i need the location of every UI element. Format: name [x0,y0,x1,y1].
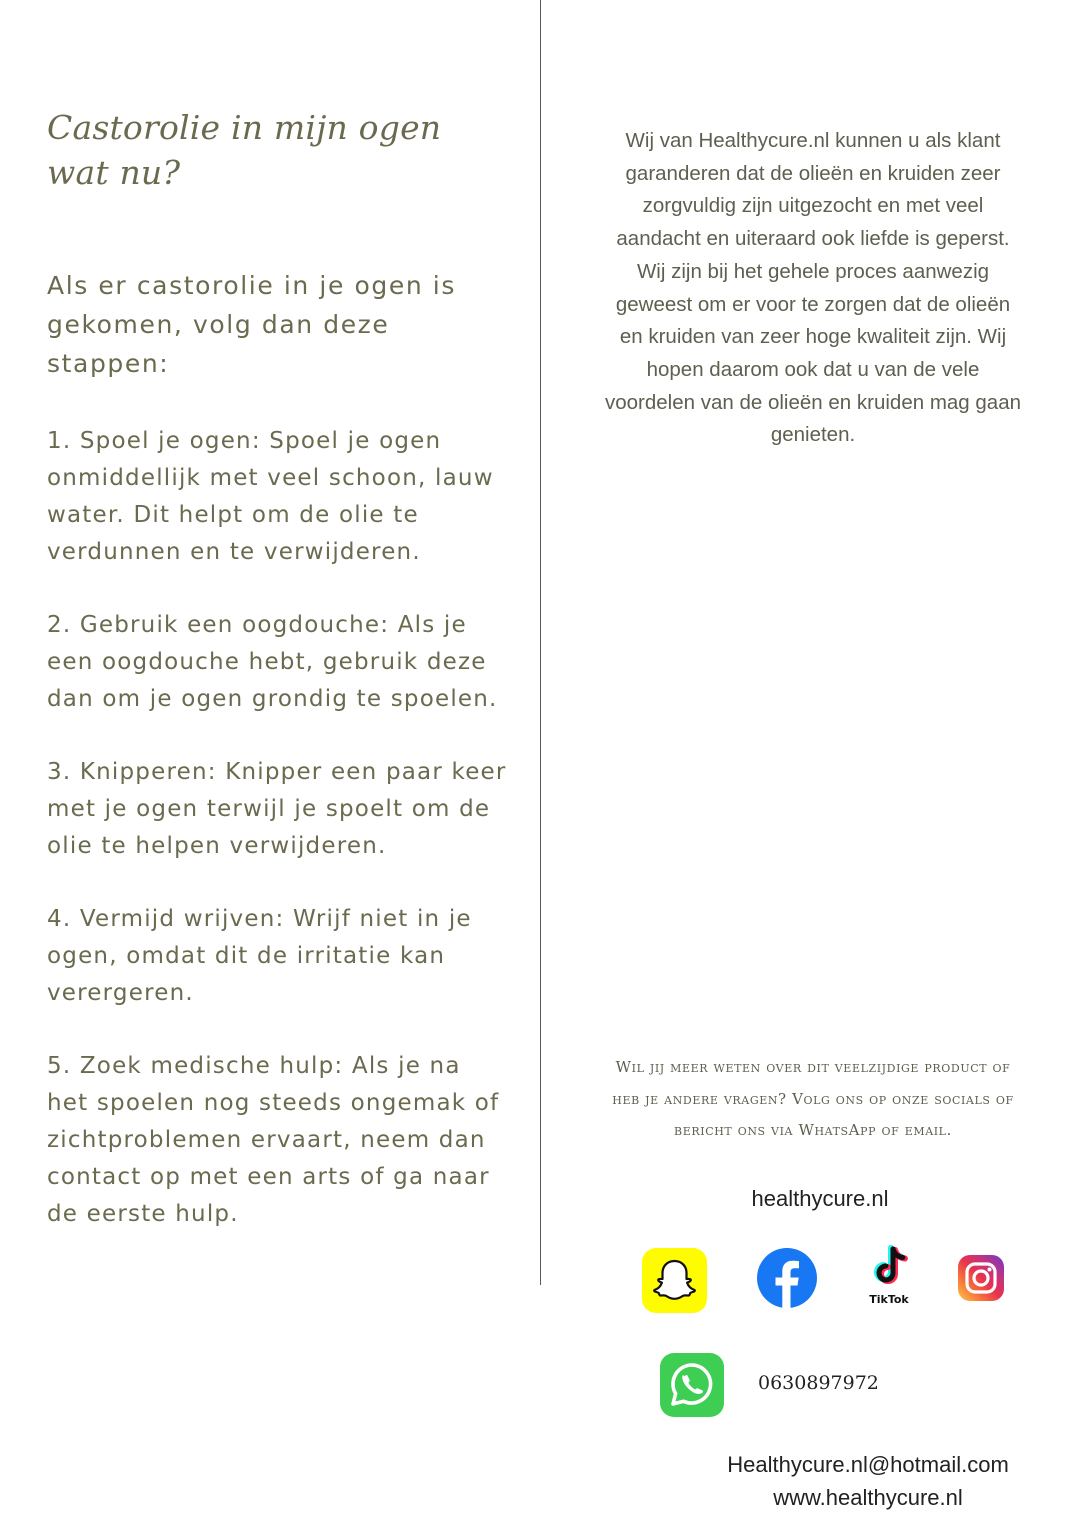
website-link[interactable]: www.healthycure.nl [773,1485,963,1510]
contact-call-to-action: Wil jij meer weten over dit veelzijdige product of heb je andere vragen? Volg ons op onze socials of bericht ons via WhatsApp of email. [612,1058,1014,1139]
step-item: 3. Knipperen: Knipper een paar keer met je ogen terwijl je spoelt om de olie te helpen verwijderen. [47,759,507,859]
step-item: 4. Vermijd wrijven: Wrijf niet in je ogen, omdat dit de irritatie kan verergeren. [47,906,472,1006]
title-line-2: wat nu? [47,153,181,192]
instagram-icon[interactable] [958,1255,1004,1301]
page-title [47,105,507,195]
title-line-1: Castorolie in mijn ogen [47,108,442,147]
phone-number[interactable]: 0630897972 [758,1372,879,1394]
tiktok-label: TikTok [869,1293,909,1306]
email-address[interactable]: Healthycure.nl@hotmail.com [727,1452,1009,1477]
left-column [47,105,507,1233]
column-divider [540,0,541,1285]
snapchat-icon[interactable] [642,1248,707,1313]
step-item: 2. Gebruik een oogdouche: Als je een oogdouche hebt, gebruik deze dan om je ogen grondig te spoelen. [47,612,498,712]
facebook-icon[interactable] [756,1247,818,1309]
step-item: 5. Zoek medische hulp: Als je na het spoelen nog steeds ongemak of zichtproblemen ervaart, neem dan contact op met een arts of ga naar de eerste hulp. [47,1053,500,1227]
whatsapp-icon[interactable] [660,1353,724,1417]
step-item: 1. Spoel je ogen: Spoel je ogen onmiddellijk met veel schoon, lauw water. Dit helpt om de olie te verdunnen en te verwijderen. [47,428,494,565]
about-paragraph: Wij van Healthycure.nl kunnen u als klant garanderen dat de olieën en kruiden zeer zorgvuldig zijn uitgezocht en met veel aandacht en uiteraard ook liefde is geperst. Wij zijn bij het gehele proces aanwezig geweest om er voor te zorgen dat de olieën en kruiden van zeer hoge kwaliteit zijn. Wij hopen daarom ook dat u van de vele voordelen van de olieën en kruiden mag gaan genieten. [605,129,1021,447]
brand-name: healthycure.nl [751,1186,889,1211]
steps-list [47,423,507,1233]
intro-paragraph: Als er castorolie in je ogen is gekomen, volg dan deze stappen: [47,271,456,378]
tiktok-icon[interactable] [860,1245,918,1305]
